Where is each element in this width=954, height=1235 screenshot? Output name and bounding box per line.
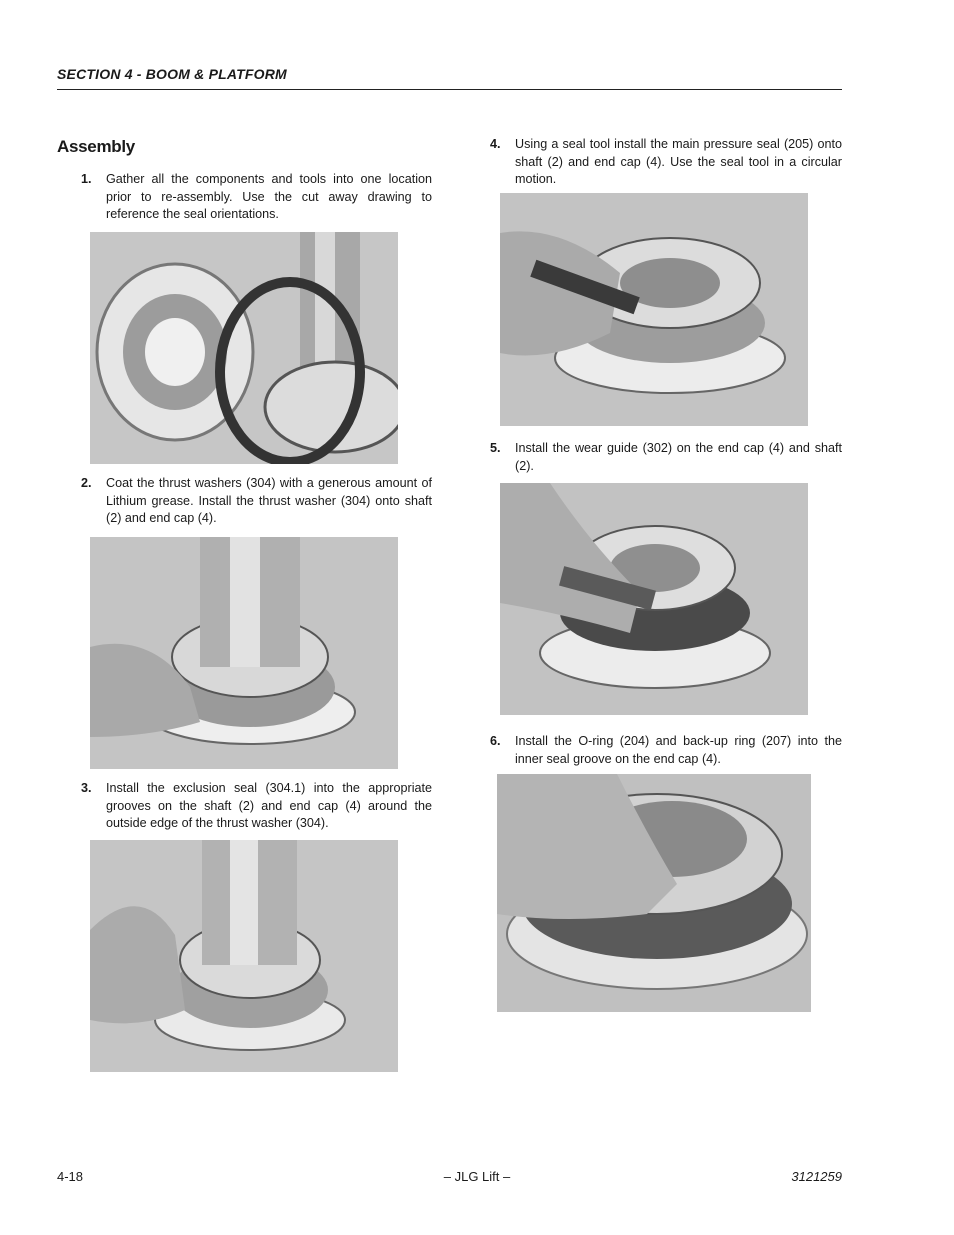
step-4 bbox=[490, 136, 842, 190]
step-text: Install the wear guide (302) on the end cap (4) and shaft (2). bbox=[515, 441, 842, 473]
section-header: SECTION 4 - BOOM & PLATFORM bbox=[57, 66, 287, 82]
step-text: Using a seal tool install the main pressure seal (205) onto shaft (2) and end cap (4). Use the seal tool in a circular motion. bbox=[515, 137, 842, 186]
step-1 bbox=[81, 171, 432, 225]
footer-publisher: – JLG Lift – bbox=[443, 1169, 511, 1184]
step-5 bbox=[490, 440, 842, 476]
step-number: 4. bbox=[490, 137, 501, 151]
photo-o-ring bbox=[497, 774, 811, 1012]
step-number: 1. bbox=[81, 172, 92, 186]
document-number: 3121259 bbox=[791, 1169, 842, 1184]
step-3 bbox=[81, 780, 432, 834]
photo-exclusion-seal bbox=[90, 840, 398, 1072]
step-number: 5. bbox=[490, 441, 501, 455]
photo-components bbox=[90, 232, 398, 464]
page-title: Assembly bbox=[57, 137, 135, 156]
photo-wear-guide bbox=[500, 483, 808, 715]
step-text: Coat the thrust washers (304) with a generous amount of Lithium grease. Install the thrust washer (304) onto shaft (2) and end cap (4). bbox=[106, 476, 432, 525]
photo-thrust-washer bbox=[90, 537, 398, 769]
step-number: 2. bbox=[81, 476, 92, 490]
step-6 bbox=[490, 733, 842, 769]
header-rule bbox=[57, 89, 842, 90]
step-number: 6. bbox=[490, 734, 501, 748]
step-number: 3. bbox=[81, 781, 92, 795]
step-text: Gather all the components and tools into one location prior to re-assembly. Use the cut away drawing to reference the seal orientations. bbox=[106, 172, 432, 221]
step-text: Install the O-ring (204) and back-up ring (207) into the inner seal groove on the end cap (4). bbox=[515, 734, 842, 766]
photo-pressure-seal bbox=[500, 193, 808, 426]
page-number: 4-18 bbox=[57, 1169, 84, 1184]
step-2 bbox=[81, 475, 432, 529]
step-text: Install the exclusion seal (304.1) into the appropriate grooves on the shaft (2) and end cap (4) around the outside edge of the thrust washer (304). bbox=[106, 781, 432, 830]
